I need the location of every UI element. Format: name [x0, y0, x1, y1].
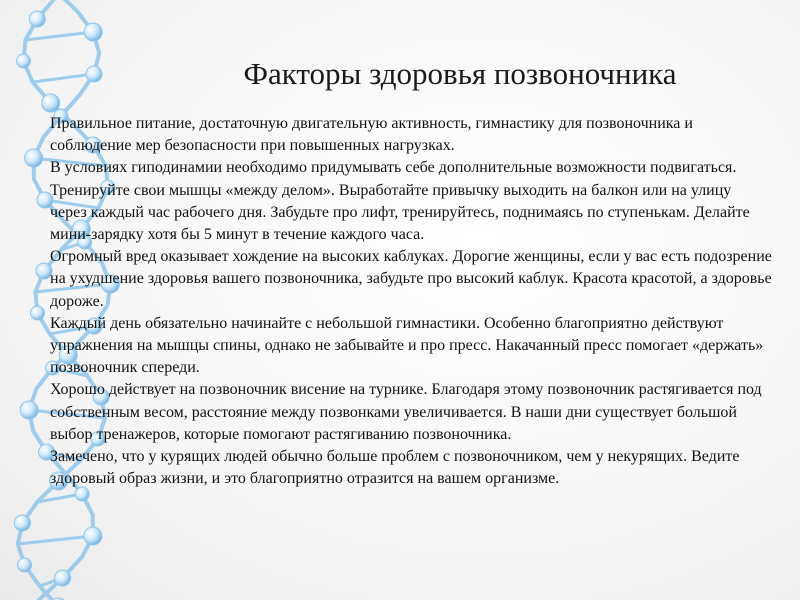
paragraph-hanging: Хорошо действует на позвоночник висение на турнике. Благодаря этому позвоночник растягивается под собственным весом, расстояние между позвонками увеличивается. В наши дни существует большой выбор тренажеров, которые помогают растягиванию позвоночника.: [50, 381, 762, 443]
dna-node-icon: [42, 94, 60, 112]
dna-node-icon: [30, 306, 44, 320]
dna-node-icon: [17, 558, 31, 572]
paragraph-exercise: Каждый день обязательно начинайте с небольшой гимнастики. Особенно благоприятно действуют упражнения на мышцы спины, однако не забывайте и про пресс. Накачанный пресс помогает «держать» позвоночник спереди.: [50, 314, 764, 377]
dna-node-icon: [25, 149, 43, 167]
dna-node-icon: [84, 23, 102, 41]
slide-body: [50, 113, 772, 490]
dna-node-icon: [55, 570, 71, 586]
dna-node-icon: [20, 401, 38, 419]
dna-node-icon: [16, 54, 30, 68]
paragraph-smoking: Замечено, что у курящих людей обычно больше проблем с позвоночником, чем у некурящих. Ведите здоровый образ жизни, и это благоприятно отразится на вашем организме.: [50, 448, 740, 488]
dna-node-icon: [84, 527, 102, 545]
dna-node-icon: [14, 515, 30, 531]
slide-title: Факторы здоровья позвоночника: [243, 56, 677, 91]
dna-node-icon: [86, 66, 102, 82]
dna-node-icon: [29, 11, 45, 27]
paragraph-heels: Огромный вред оказывает хождение на высоких каблуках. Дорогие женщины, если у вас есть подозрение на ухудшение здоровья вашего позвоночника, забудьте про высокий каблук. Красота красотой, а здоровье дороже.: [50, 248, 772, 310]
paragraph-nutrition: Правильное питание, достаточную двигательную активность, гимнастику для позвоночника и соблюдение мер безопасности при повышенных нагрузках.: [50, 115, 693, 155]
paragraph-activity: В условиях гиподинамии необходимо придумывать себе дополнительные возможности подвигаться. Тренируйте свои мышцы «между делом». Выработайте привычку выходить на балкон или на улицу через каждый час рабочего дня. Забудьте про лифт, тренируйтесь, поднимаясь по ступенькам. Делайте мини-зарядку хотя бы 5 минут в течение каждого часа.: [50, 159, 750, 244]
